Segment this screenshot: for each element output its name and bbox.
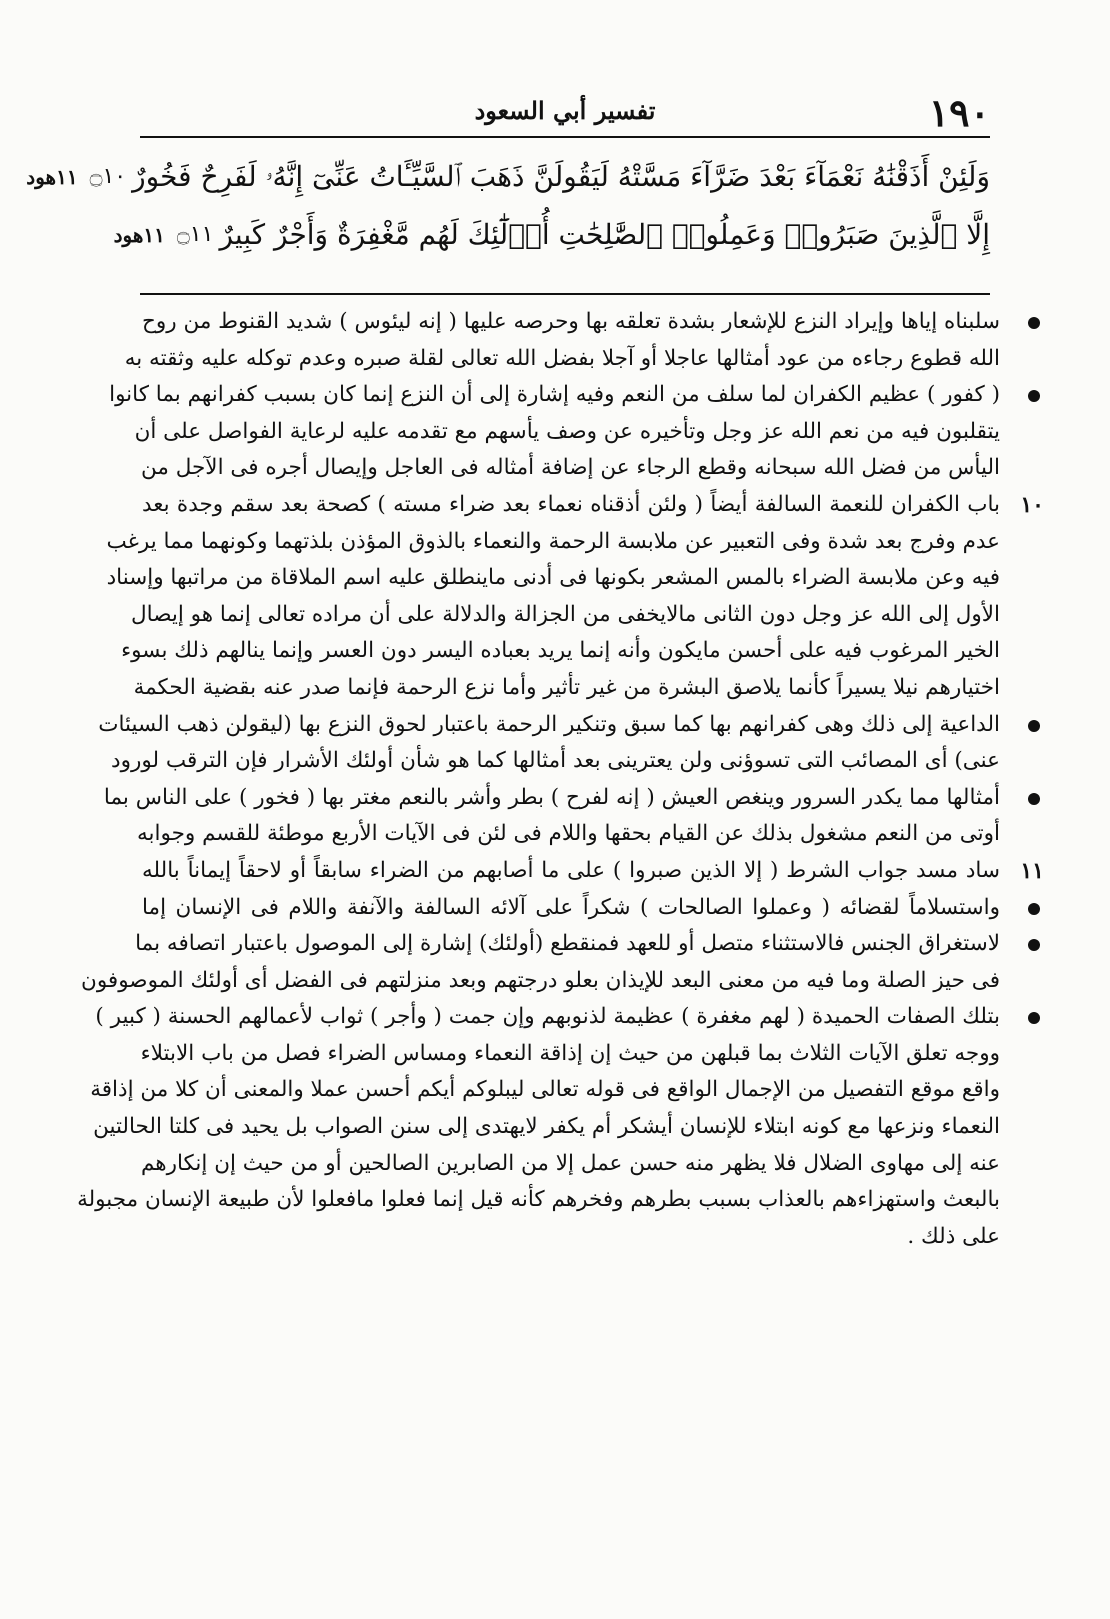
bullet-icon bbox=[1028, 390, 1040, 402]
commentary-line bbox=[98, 707, 1048, 744]
commentary-line bbox=[142, 1219, 1048, 1256]
bullet-icon bbox=[1028, 317, 1040, 329]
commentary-line bbox=[142, 1036, 1048, 1073]
commentary-line bbox=[81, 963, 1048, 1000]
commentary-line bbox=[103, 780, 1048, 817]
commentary-line bbox=[131, 597, 1048, 634]
verse-reference: ١١هود bbox=[113, 223, 165, 247]
commentary-line bbox=[121, 633, 1048, 670]
verse-number: ١١ bbox=[1020, 857, 1044, 884]
book-title: تفسير أبي السعود bbox=[474, 96, 656, 125]
verse-line bbox=[113, 206, 990, 264]
verses-rule bbox=[140, 293, 990, 295]
commentary-text: ووجه تعلق الآيات الثلاث بما قبلهن من حيث إن إذاقة النعماء ومساس الضراء فصل من باب الابتلاء bbox=[140, 1040, 1000, 1066]
commentary-text: النعماء ونزعها مع كونه ابتلاء للإنسان أيشكر أم يكفر لايهتدى إلى سنن الصواب بل يحيد فى كلتا الحالتين bbox=[93, 1114, 1000, 1140]
page-header bbox=[140, 90, 990, 135]
commentary-line bbox=[95, 999, 1048, 1036]
bullet-icon bbox=[1028, 903, 1040, 915]
verse-text: وَلَئِنْ أَذَقْنَٰهُ نَعْمَآءَ بَعْدَ ضَرَّآءَ مَسَّتْهُ لَيَقُولَنَّ ذَهَبَ ٱلسَّيِّـَٔاتُ عَنِّىٓ إِنَّهُۥ لَفَرِحٌ فَخُورٌ bbox=[132, 160, 990, 193]
verse-number: ١٠ bbox=[1020, 491, 1044, 518]
commentary-text: فى حيز الصلة وما فيه من معنى البعد للإيذان بعلو درجتهم وبعد منزلتهم فى الفضل أى أولئك الموصوفون bbox=[81, 967, 1000, 993]
commentary-line bbox=[90, 1072, 1048, 1109]
commentary-text: الله قطوع رجاءه من عود أمثالها عاجلا أو آجلا بفضل الله تعالى لقلة صبره وعدم توكله عليه وثقته به bbox=[124, 345, 1000, 371]
commentary-text: أوتى من النعم مشغول بذلك عن القيام بحقها واللام فى لئن فى الآيات الأربع موطئة للقسم وجوابه bbox=[136, 821, 1000, 847]
quran-verses bbox=[26, 148, 990, 264]
commentary-line bbox=[134, 414, 1048, 451]
commentary-line bbox=[93, 1109, 1048, 1146]
commentary-line bbox=[142, 487, 1048, 524]
commentary-line bbox=[136, 816, 1048, 853]
commentary-text: واقع موقع التفصيل من الإجمال الواقع فى قوله تعالى ليبلوكم أيكم أحسن عملا والمعنى أن كلا من إذاقة bbox=[90, 1077, 1000, 1103]
commentary-line bbox=[124, 341, 1048, 378]
commentary-text: الخير المرغوب فيه على أحسن مايكون وأنه إنما يريد بعباده اليسر دون العسر وإنما ينالهم ذلك بسوء bbox=[121, 638, 1000, 664]
commentary-line bbox=[142, 853, 1048, 890]
commentary-text: يتقلبون فيه من نعم الله عز وجل وتأخيره عن وصف يأسهم مع تقدمه عليه لرعاية الفواصل على أن bbox=[134, 418, 1000, 444]
commentary-text: على ذلك . bbox=[907, 1223, 1000, 1249]
commentary-body bbox=[77, 304, 1048, 1255]
commentary-text: ساد مسد جواب الشرط ( إلا الذين صبروا ) على ما أصابهم من الضراء سابقاً أو لاحقاً إيماناً بالله bbox=[142, 857, 1000, 883]
commentary-text: بتلك الصفات الحميدة ( لهم مغفرة ) عظيمة لذنوبهم وإن جمت ( وأجر ) ثواب لأعمالهم الحسنة ( كبير ) bbox=[95, 1004, 1000, 1030]
commentary-line bbox=[142, 304, 1048, 341]
commentary-text: عدم وفرج بعد شدة وفى التعبير عن ملابسة الرحمة والنعماء بالذوق المؤذن بلذتهما وكونهما مما يرغب bbox=[106, 528, 1000, 554]
verse-number-marker: ۝١٠ bbox=[89, 164, 127, 189]
commentary-text: اختيارهم نيلا يسيراً كأنما يلاصق البشرة من غير تأثير وأما نزع الرحمة فإنما صدر عنه بقضية الحكمة bbox=[133, 674, 1000, 700]
commentary-line bbox=[106, 560, 1048, 597]
commentary-line bbox=[135, 926, 1048, 963]
commentary-text: بالبعث واستهزاءهم بالعذاب بسبب بطرهم وفخرهم كأنه قيل إنما فعلوا مافعلوا لأن طبيعة الإنسان مجبولة bbox=[77, 1187, 1000, 1213]
verse-text: إِلَّا ٱلَّذِينَ صَبَرُوا۟ وَعَمِلُوا۟ ٱلصَّٰلِحَٰتِ أُو۟لَٰٓئِكَ لَهُم مَّغْفِرَةٌ وَأَجْرٌ كَبِيرٌ bbox=[219, 218, 990, 251]
commentary-text: عنه إلى مهاوى الضلال فلا يظهر منه حسن عمل إلا من الصابرين الصالحين أو من حيث إن إنكارهم bbox=[140, 1150, 1000, 1176]
commentary-line bbox=[142, 450, 1048, 487]
commentary-text: الداعية إلى ذلك وهى كفرانهم بها كما سبق وتنكير الرحمة باعتبار لحوق النزع بها (ليقولن ذهب السيئات bbox=[98, 711, 1000, 737]
commentary-text: الأول إلى الله عز وجل دون الثانى مالايخفى من الجزالة والدلالة على أن مراده تعالى إنما هو إيصال bbox=[131, 601, 1000, 627]
bullet-icon bbox=[1028, 720, 1040, 732]
commentary-line bbox=[133, 670, 1048, 707]
commentary-text: لاستغراق الجنس فالاستثناء متصل أو للعهد فمنقطع (أولئك) إشارة إلى الموصول باعتبار اتصافه بما bbox=[135, 931, 1000, 957]
commentary-text: سلبناه إياها وإيراد النزع للإشعار بشدة تعلقه بها وحرصه عليها ( إنه ليئوس ) شديد القنوط من روح bbox=[141, 309, 1000, 334]
commentary-line bbox=[111, 743, 1048, 780]
header-rule bbox=[140, 136, 990, 138]
commentary-text: عنى) أى المصائب التى تسوؤنى ولن يعترينى بعد أمثالها كما هو شأن أولئك الأشرار فإن الترقب لورود bbox=[111, 748, 1000, 774]
commentary-text: أمثالها مما يكدر السرور وينغص العيش ( إنه لفرح ) بطر وأشر بالنعم مغتر بها ( فخور ) على الناس بما bbox=[103, 784, 1000, 810]
verse-line bbox=[26, 148, 990, 206]
commentary-line bbox=[142, 890, 1048, 927]
commentary-line bbox=[77, 1182, 1048, 1219]
commentary-line bbox=[106, 524, 1048, 561]
commentary-text: واستسلاماً لقضائه ( وعملوا الصالحات ) شكراً على آلائه السالفة والآنفة واللام فى الإنسان إما bbox=[142, 894, 1000, 920]
verse-number-marker: ۝١١ bbox=[176, 222, 214, 247]
commentary-text: ( كفور ) عظيم الكفران لما سلف من النعم وفيه إشارة إلى أن النزع إنما كان بسبب كفرانهم بما كانوا bbox=[109, 382, 1000, 408]
bullet-icon bbox=[1028, 793, 1040, 805]
commentary-line bbox=[142, 1146, 1048, 1183]
commentary-text: اليأس من فضل الله سبحانه وقطع الرجاء عن إضافة أمثاله فى العاجل وإيصال أجره فى الآجل من bbox=[141, 455, 1000, 481]
bullet-icon bbox=[1028, 1012, 1040, 1024]
commentary-text: باب الكفران للنعمة السالفة أيضاً ( ولئن أذقناه نعماء بعد ضراء مسته ) كصحة بعد سقم وجدة بعد bbox=[142, 491, 1000, 517]
commentary-text: فيه وعن ملابسة الضراء بالمس المشعر بكونها فى أدنى ماينطلق عليه اسم الملاقاة من مراتبها وإسناد bbox=[106, 565, 1000, 591]
commentary-line bbox=[109, 377, 1048, 414]
page-number: ١٩٠ bbox=[928, 90, 990, 135]
verse-reference: ١١هود bbox=[26, 165, 78, 189]
bullet-icon bbox=[1028, 939, 1040, 951]
